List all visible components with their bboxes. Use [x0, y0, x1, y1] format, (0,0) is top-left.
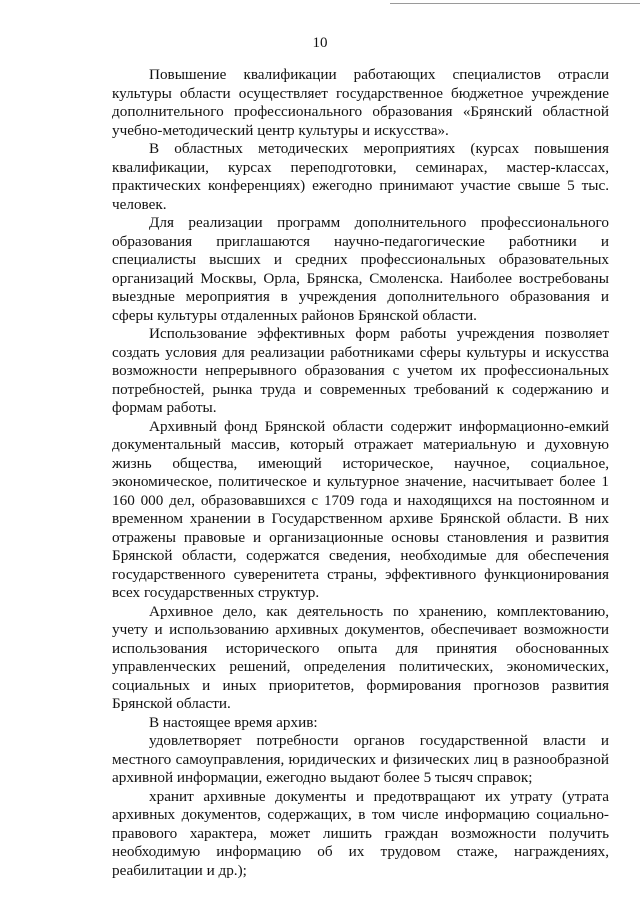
- paragraph-archive-now: В настоящее время архив:: [149, 713, 318, 731]
- paragraph-effective-forms: Использование эффективных форм работы учреждения позволяет создать условия для реализации работниками сферы культуры и искусства возможности непрерывного образования с учетом их профессиональных потребностей, рынка труда и современных требований к содержанию и формам работы.: [112, 325, 609, 416]
- page-number: 10: [312, 35, 328, 51]
- paragraph-archive-affairs: Архивное дело, как деятельность по хранению, комплектованию, учету и использованию архивных документов, обеспечивает возможности использования исторического опыта для принятия обоснованных управленческих решений, определения политических, экономических, социальных и иных приоритетов, формирования прогнозов развития Брянской области.: [112, 602, 609, 712]
- paragraph-qualification: Повышение квалификации работающих специалистов отрасли культуры области осуществляет государственное бюджетное учреждение дополнительного профессионального образования «Брянский областной учебно-методический центр культуры и искусства».: [112, 66, 609, 139]
- paragraph-programs: Для реализации программ дополнительного профессионального образования приглашаются научно-педагогические работники и специалисты высших и средних профессиональных образовательных организаций Москвы, Орла, Брянска, Смоленска. Наиболее востребованы выездные мероприятия в учреждения дополнительного образования и сферы культуры отдаленных районов Брянской области.: [112, 214, 609, 324]
- paragraph-archive-stores: хранит архивные документы и предотвращают их утрату (утрата архивных документов, содержащих, в том числе информацию социально-правового характера, может лишить граждан возможности получить необходимую информацию об их трудовом стаже, награждениях, реабилитации и др.);: [112, 787, 609, 879]
- paragraph-methodical-events: В областных методических мероприятиях (курсах повышения квалификации, курсах переподготовки, семинарах, мастер-классах, практических конференциях) ежегодно принимают участие свыше 5 тыс. человек.: [112, 140, 609, 213]
- top-rule: [390, 3, 640, 4]
- document-body: [112, 66, 609, 880]
- paragraph-archive-fund: Архивный фонд Брянской области содержит информационно-емкий документальный массив, который отражает материальную и духовную жизнь общества, имеющий историческое, научное, социальное, экономическое, политическое и культурное значение, насчитывает более 1 160 000 дел, образовавшихся с 1709 года и находящихся на постоянном и временном хранении в Государственном архиве Брянской области. В них отражены правовые и организационные основы становления и развития Брянской области, содержатся сведения, необходимые для обеспечения государственного суверенитета страны, эффективного функционирования всех государственных структур.: [112, 417, 609, 601]
- paragraph-archive-satisfies: удовлетворяет потребности органов государственной власти и местного самоуправления, юридических и физических лиц в разнообразной архивной информации, ежегодно выдают более 5 тысяч справок;: [112, 732, 609, 786]
